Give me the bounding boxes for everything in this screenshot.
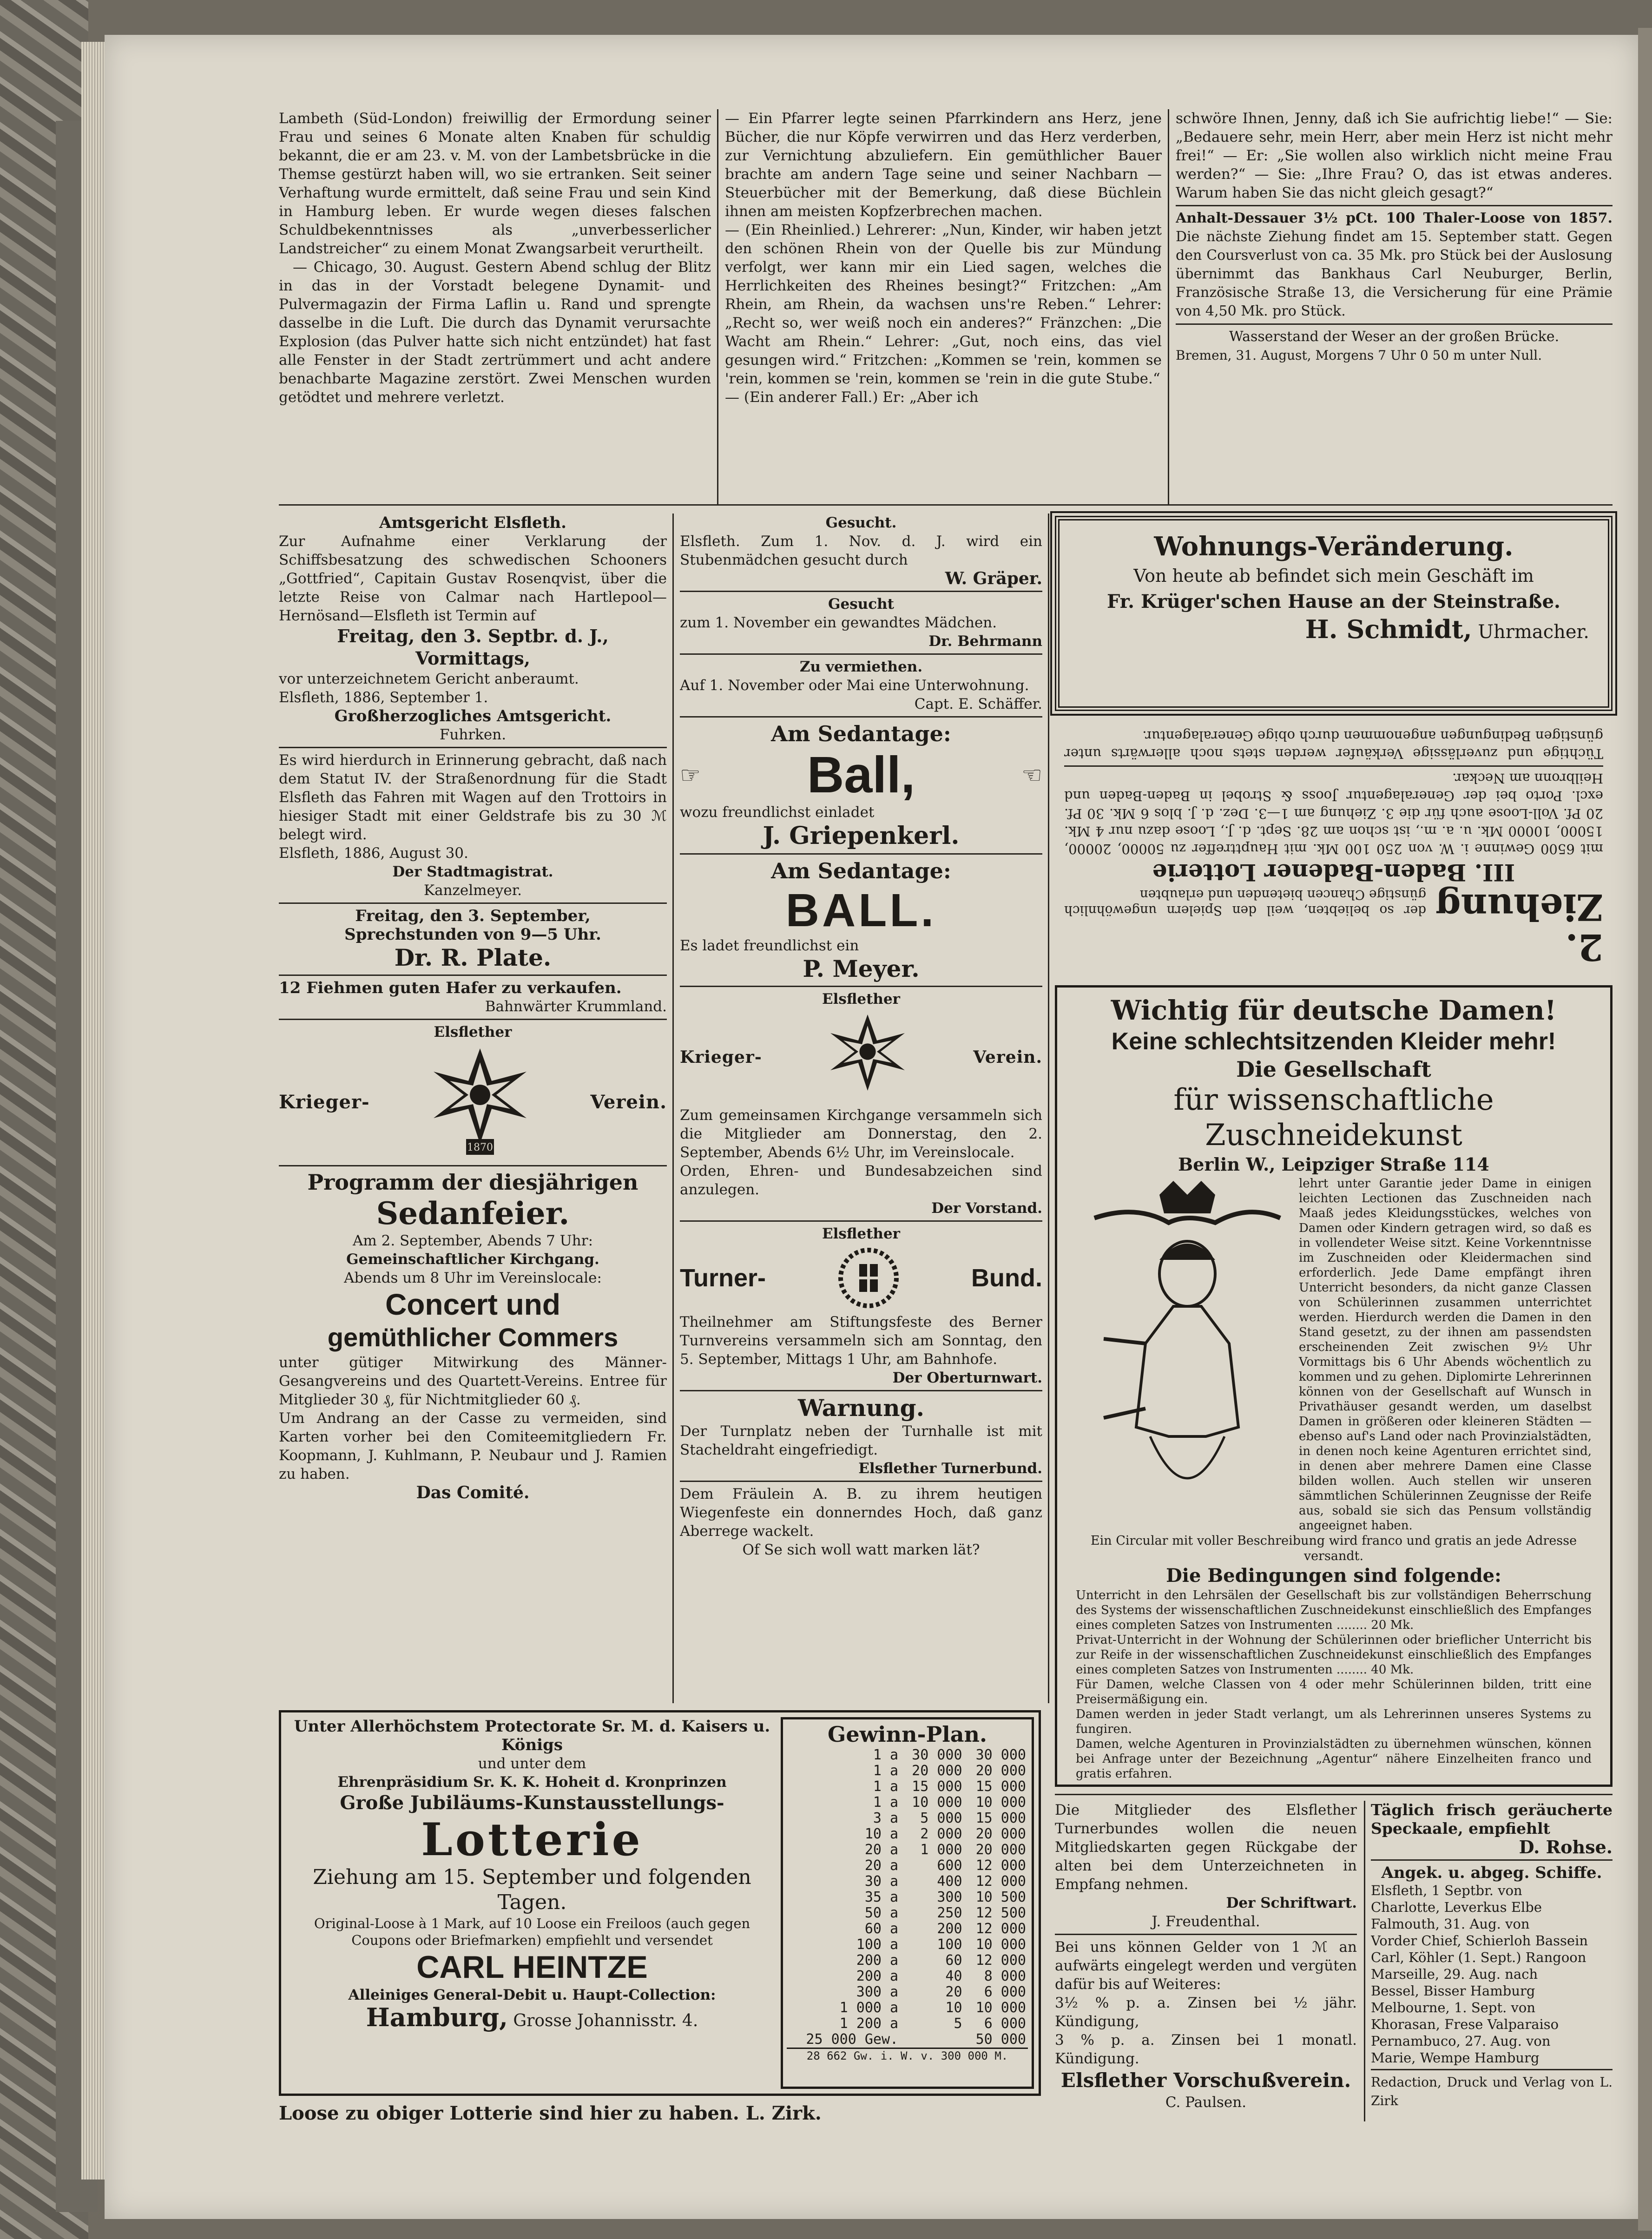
amtsgericht-after: vor unterzeichnetem Gericht anberaumt. — [279, 671, 579, 687]
baden-body2: Tüchtige und zuverlässige Verkäufer werden stets noch allerwärts unter günstigen Bedingungen angenommen durch obige Generalagentur. — [1064, 728, 1603, 762]
turner-left: Turner- — [680, 1264, 766, 1292]
gewinn-cell: 10 000 — [975, 2000, 1026, 2016]
gewinn-row — [787, 1969, 1028, 1984]
lotterie-l4: Große Jubiläums-Kunstausstellungs- — [340, 1792, 724, 1814]
bottom-col-a — [1055, 1801, 1357, 2126]
sedan-l1: Am 2. September, Abends 7 Uhr: — [352, 1232, 593, 1249]
stadt-place: Elsfleth, 1886, August 30. — [279, 845, 468, 862]
vorschuss-r1: 3½ % p. a. Zinsen bei ½ jähr. Kündigung, — [1055, 1995, 1357, 2030]
turner-top: Elsflether — [822, 1225, 901, 1242]
krieger2-left: Krieger- — [680, 1047, 762, 1067]
baden-title-row — [1064, 887, 1603, 967]
gewinn-cell: 1 a — [873, 1794, 899, 1811]
stadt-body: Es wird hierdurch in Erinnerung gebracht, daß nach dem Statut IV. der Straßenordnung für die Stadt Elsfleth das Fahren mit Wagen auf den Trottoirs in hiesiger Stadt mit einer Geldstrafe bis zu 30 ℳ belegt wird. — [279, 752, 667, 843]
divider — [1064, 765, 1603, 767]
lotterie-l1: Unter Allerhöchstem Protectorate Sr. M. d. Kaisers u. Königs — [294, 1717, 770, 1754]
schiffe-title: Angek. u. abgeg. Schiffe. — [1381, 1864, 1602, 1882]
gewinn-cell: 20 a — [864, 1857, 899, 1874]
lotterie-street: Grosse Johannisstr. 4. — [513, 2011, 698, 2030]
gewinn-cell — [900, 2032, 964, 2048]
gewinn-cell: 10 000 — [975, 1794, 1026, 1811]
warnung-sig: Elsflether Turnerbund. — [858, 1460, 1042, 1477]
gewinn-cell: 6 000 — [984, 2015, 1026, 2032]
gewinn-cell: 12 000 — [975, 1857, 1026, 1874]
lotterie-body: Original-Loose à 1 Mark, auf 10 Loose ein Freiloos (auch gegen Coupons oder Briefmarken) empfiehlt und versendet — [314, 1916, 750, 1948]
gewinn-cell: 50 a — [864, 1905, 899, 1921]
iron-cross-icon — [823, 1011, 912, 1104]
divider — [1176, 323, 1613, 325]
damen-c5: Damen, welche Agenturen in Provinzialstädten zu übernehmen wünschen, können bei Anfrage unter der Bezeichnung „Agentur“ nähere Einzelheiten franco und gratis erfahren. — [1076, 1737, 1592, 1781]
lady-illustration-icon — [1076, 1176, 1294, 1529]
wohnung-sig-line — [1078, 615, 1589, 646]
plate-name: Dr. R. Plate. — [394, 944, 552, 971]
amtsgericht-title: Amtsgericht Elsfleth. — [379, 514, 566, 532]
article-pfarrer-text: — Ein Pfarrer legte seinen Pfarrkindern ans Herz, jene Bücher, die nur Köpfe verwirren und das Herz verderben, zur Vernichtung abzuliefern. Ein gemüthlicher Bauer brachte am andern Tage seine und seiner Nachbarn — Steuerbücher mit der Bemerkung, daß diese Büchlein ihnen am meisten Kopfzerbrechen machen. — [725, 110, 1162, 220]
lotterie-gd: Alleiniges General-Debit u. Haupt-Collection: — [348, 1987, 716, 2003]
gewinn-row — [787, 1826, 1028, 1842]
vermiethen-title: Zu vermiethen. — [799, 659, 923, 675]
gewinn-cell: 20 000 — [975, 1842, 1026, 1858]
stadt-sig: Der Stadtmagistrat. — [392, 863, 553, 880]
gewinn-cell: 1 000 — [920, 1842, 962, 1858]
divider — [680, 653, 1042, 655]
krieger2-emblem-row — [680, 1008, 1042, 1106]
divider — [680, 1220, 1042, 1222]
vermiethen-body: Auf 1. November oder Mai eine Unterwohnung. — [680, 677, 1029, 694]
amtsgericht-sig2: Fuhrken. — [439, 726, 507, 743]
damen-main — [1076, 1176, 1592, 1533]
divider — [1055, 1934, 1357, 1935]
amtsgericht-date: Freitag, den 3. Septbr. d. J., Vormittags, — [337, 626, 609, 669]
section-rule — [279, 504, 1613, 506]
gewinn-cell: 5 000 — [920, 1810, 962, 1826]
article-lambeth — [279, 109, 711, 500]
divider — [680, 986, 1042, 987]
gewinn-cell: 200 a — [856, 1968, 899, 1984]
schiffe-line: Falmouth, 31. Aug. von — [1371, 1916, 1530, 1932]
gewinn-cell: 10 — [945, 2000, 962, 2016]
wohnung-body: Von heute ab befindet sich mein Geschäft im — [1133, 566, 1534, 586]
column-rule — [1364, 1801, 1365, 2121]
divider — [279, 975, 667, 976]
gewinn-row — [787, 1858, 1028, 1874]
gewinn-cell: 20 a — [864, 1842, 899, 1858]
gewinn-cell: 15 000 — [912, 1778, 962, 1795]
gewinn-cell: 20 000 — [975, 1826, 1026, 1842]
gewinn-row — [787, 2016, 1028, 2032]
lotterie-city: Hamburg, — [366, 2002, 508, 2032]
ball1-big: Ball, — [807, 746, 915, 803]
plate-line2: Sprechstunden von 9—5 Uhr. — [344, 925, 601, 944]
gewinn-cell: 5 — [954, 2015, 962, 2032]
book-right-edge — [1638, 28, 1652, 2231]
schiffe-line: Carl, Köhler (1. Sept.) Rangoon — [1371, 1949, 1586, 1965]
gewinn-cell: 2 000 — [920, 1826, 962, 1842]
damen-name: für wissenschaftliche Zuschneidekunst — [1173, 1083, 1494, 1152]
ball1-name: J. Griepenkerl. — [763, 822, 960, 850]
schiffe-line: Vorder Chief, Schierloh Bassein — [1371, 1933, 1588, 1949]
krieger1-year: 1870 — [467, 1142, 494, 1153]
sedan-title2: Sedanfeier. — [376, 1195, 570, 1231]
weser-body: Bremen, 31. August, Morgens 7 Uhr 0 50 m unter Null. — [1176, 348, 1542, 363]
lotterie-z: Ziehung am 15. September und folgenden Tagen. — [313, 1865, 751, 1914]
gesucht1-sig: W. Gräper. — [945, 569, 1042, 588]
gewinn-row — [787, 2000, 1028, 2016]
ball2-body: Es ladet freundlichst ein — [680, 937, 859, 954]
gewinn-row — [787, 1842, 1028, 1858]
gewinn-cell: 1 a — [873, 1747, 899, 1763]
gewinn-cell: 3 a — [873, 1810, 899, 1826]
gesucht2-title: Gesucht — [828, 596, 894, 612]
damen-c2: Privat-Unterricht in der Wohnung der Schülerinnen oder brieflicher Unterricht bis zur Reife in der wissenschaftlichen Zuschneidekunst einschließlich des Empfanges eines completen Satzes von Instrumenten ........ 40 Mk. — [1076, 1633, 1592, 1677]
gewinn-cell: 1 a — [873, 1778, 899, 1795]
lotterie-l3: Ehrenpräsidium Sr. K. K. Hoheit d. Kronprinzen — [337, 1774, 727, 1791]
gewinn-plan — [781, 1717, 1034, 2089]
turner-sig: Der Oberturnwart. — [892, 1370, 1042, 1386]
damen-body2: Ein Circular mit voller Beschreibung wird franco und gratis an jede Adresse versandt. — [1090, 1534, 1577, 1563]
gewinn-cell: 300 a — [856, 1984, 899, 2000]
gewinn-cell: 15 000 — [975, 1810, 1026, 1826]
turner-right: Bund. — [971, 1264, 1042, 1292]
schiffe-line: Charlotte, Leverkus Elbe — [1371, 1899, 1542, 1915]
lotterie-l2: und unter dem — [478, 1755, 586, 1772]
krieger1-right: Verein. — [590, 1091, 667, 1113]
gewinn-title: Gewinn-Plan. — [828, 1722, 987, 1747]
gewinn-cell: 6 000 — [984, 1984, 1026, 2000]
schiffe-line: Khorasan, Frese Valparaiso — [1371, 2016, 1559, 2032]
gewinn-row — [787, 1921, 1028, 1937]
divider — [279, 1165, 667, 1166]
gewinn-cell: 10 500 — [975, 1889, 1026, 1905]
weser-title: Wasserstand der Weser an der großen Brücke. — [1229, 329, 1560, 345]
vermiethen-sig: Capt. E. Schäffer. — [914, 696, 1042, 712]
amtsgericht-body: Zur Aufnahme einer Verklarung der Schiffsbesatzung des schwedischen Schooners „Gottfried“, Capitain Gustav Rosenqvist, über die letzte Reise von Calmar nach Hartlepool—Hernösand—Elsfleth ist Termin auf — [279, 533, 667, 624]
turner-wreath-icon — [836, 1245, 901, 1310]
plate-line1: Freitag, den 3. September, — [355, 907, 591, 925]
gewinn-cell: 100 — [937, 1936, 962, 1953]
anhalt-ad — [1176, 209, 1613, 321]
gewinn-row — [787, 1779, 1028, 1795]
gesucht2-body: zum 1. November ein gewandtes Mädchen. — [680, 614, 997, 631]
gewinn-row — [787, 1953, 1028, 1969]
gewinn-cell: 400 — [937, 1873, 962, 1890]
bottom-col-b — [1371, 1801, 1613, 2126]
divider — [680, 853, 1042, 855]
gewinn-cell: 20 000 — [975, 1763, 1026, 1779]
krieger2-body: Zum gemeinsamen Kirchgange versammeln sich die Mitglieder am Donnerstag, den 2. September, Abends 6½ Uhr, im Vereinslocale. — [680, 1107, 1042, 1161]
gewinn-cell: 20 — [945, 1984, 962, 2000]
warnung-title: Warnung. — [798, 1394, 924, 1422]
fraulein-body2: Of Se sich woll watt marken lät? — [742, 1541, 980, 1558]
gewinn-cell: 20 000 — [912, 1763, 962, 1779]
sedan-big1: Concert und — [385, 1288, 560, 1321]
column-3-top — [1176, 109, 1613, 504]
damen-body: lehrt unter Garantie jeder Dame in einigen leichten Lectionen das Zuschneiden nach Maaß jedes Kleidungsstückes, welches von Damen oder Kindern getragen wird, so daß es in vollendeter Weise sitzt. Keine Vorkenntnisse im Zuschneiden oder Kleidermachen sind erforderlich. Jede Dame empfängt ihren Unterricht besonders, da nicht ganze Classen von Schülerinnen zusammen unterrichtet werden. Hierdurch werden die Damen in den Stand gesetzt, zu der ihnen am passendsten erscheinenden Zeit zwischen 9½ Uhr Vormittags bis 6 Uhr Abends wöchentlich zu kommen und zu gehen. Diplomirte Lehrerinnen können von der Gesellschaft auf Wunsch in Privathäuser gesandt werden, um daselbst Damen in größeren oder kleineren Städten — ebenso auf's Land oder nach Provinzialstädten, in denen noch keine Agenturen errichtet sind, in denen aber mehrere Damen eine Classe bilden wollen. Auch stellen wir unseren sämmtlichen Schülerinnen Zeugnisse der Reife aus, sobald sie sich das Pensum vollständig angeeignet haben. — [1299, 1177, 1592, 1533]
damen-title: Wichtig für deutsche Damen! — [1111, 994, 1557, 1026]
amtsgericht-sig: Großherzogliches Amtsgericht. — [334, 707, 612, 725]
vorschuss-name: Elsflether Vorschußverein. — [1060, 2069, 1351, 2092]
rohse-body: Täglich frisch geräucherte Speckaale, empfiehlt — [1371, 1801, 1613, 1837]
schiffe-line: Elsfleth, 1 Septbr. von — [1371, 1883, 1522, 1898]
baden-lotterie-ad — [1055, 720, 1613, 971]
anhalt-title: Anhalt-Dessauer 3½ pCt. 100 Thaler-Loose von 1857. — [1176, 210, 1613, 226]
baden-title: 2. Ziehung — [1435, 886, 1603, 968]
gewinn-row — [787, 1763, 1028, 1779]
divider — [680, 716, 1042, 718]
gewinn-cell: 1 000 a — [839, 2000, 899, 2016]
gewinn-row — [787, 1874, 1028, 1890]
baden-name: III. Baden-Badener Lotterie — [1152, 859, 1515, 886]
gewinn-cell: 15 000 — [975, 1778, 1026, 1795]
gewinn-cell: 200 a — [856, 1952, 899, 1969]
sedan-l2: Gemeinschaftlicher Kirchgang. — [346, 1251, 599, 1268]
gewinn-cell: 300 — [937, 1889, 962, 1905]
sedan-title1: Programm der diesjährigen — [307, 1170, 638, 1195]
anhalt-body: Die nächste Ziehung findet am 15. September statt. Gegen den Coursverlust von ca. 35 Mk. pro Stück bei der Auslosung übernimmt das Bankhaus Carl Neuburger, Berlin, Französische Straße 13, die Versicherung für eine Prämie von 4,50 Mk. pro Stück. — [1176, 229, 1613, 319]
gewinn-cell: 10 a — [864, 1826, 899, 1842]
gewinn-row — [787, 1984, 1028, 2000]
gewinn-cell: 10 000 — [975, 1936, 1026, 1953]
wohnung-body2: Fr. Krüger'schen Hause an der Steinstraße. — [1107, 591, 1560, 612]
gewinn-cell: 1 a — [873, 1763, 899, 1779]
column-rule — [672, 514, 674, 1703]
gesucht1-body: Elsfleth. Zum 1. Nov. d. J. wird ein Stubenmädchen gesucht durch — [680, 533, 1042, 568]
sedan-body: unter gütiger Mitwirkung des Männer-Gesangvereins und des Quartett-Vereins. Entree für Mitglieder 30 ₰, für Nichtmitglieder 60 ₰. — [279, 1354, 667, 1408]
article-anderer-fall-text: — (Ein anderer Fall.) Er: „Aber ich — [725, 389, 979, 406]
schiffe-line: Pernambuco, 27. Aug. von — [1371, 2033, 1551, 2049]
wohnung-sig2: Uhrmacher. — [1478, 621, 1589, 643]
stadt-sig2: Kanzelmeyer. — [423, 882, 522, 899]
rohse-sig: D. Rohse. — [1519, 1837, 1613, 1857]
sedan-sig: Das Comité. — [416, 1483, 530, 1502]
gewinn-cell: 12 000 — [975, 1873, 1026, 1890]
gewinn-cell: 40 — [945, 1968, 962, 1984]
damen-c1: Unterricht in den Lehrsälen der Gesellschaft bis zur vollständigen Beherrschung des Systems der wissenschaftlichen Zuschneidekunst einschließlich des Empfanges eines completen Satzes von Instrumenten ........ 20 Mk. — [1076, 1588, 1592, 1632]
gewinn-cell: 12 500 — [975, 1905, 1026, 1921]
gewinn-cell: 100 a — [856, 1936, 899, 1953]
newspaper-page — [105, 35, 1638, 2219]
gewinn-cell: 200 — [937, 1921, 962, 1937]
gewinn-cell: 25 000 Gew. — [806, 2031, 899, 2048]
turnermit-sig2: J. Freudenthal. — [1152, 1913, 1260, 1930]
schiffe-line: Melbourne, 1. Sept. von — [1371, 2000, 1536, 2015]
gewinn-cell: 12 000 — [975, 1952, 1026, 1969]
article-lambeth-text: Lambeth (Süd-London) freiwillig der Ermordung seiner Frau und seines 6 Monate alten Knaben für schuldig bekannt, die er am 23. v. M. von der Lambetsbrücke in die Themse gestürzt haben will, wo sie ertranken. Seit seiner Verhaftung wurde ermittelt, daß seine Frau und sein Kind in Hamburg leben. Er wurde wegen dieses falschen Schuldbekenntnisses als „unverbesserlicher Landstreicher“ zu einem Monat Zwangsarbeit verurtheilt. — [279, 110, 711, 257]
gewinn-row — [787, 1795, 1028, 1811]
ball1-body: wozu freundlichst einladet — [680, 804, 875, 821]
sedan-l3: Abends um 8 Uhr im Vereinslocale: — [344, 1270, 602, 1286]
vorschuss-r2: 3 % p. a. Zinsen bei 1 monatl. Kündigung. — [1055, 2032, 1357, 2067]
ball1-head: Am Sedantage: — [771, 721, 951, 746]
wohnung-ad — [1055, 516, 1613, 711]
gewinn-row — [787, 1811, 1028, 1826]
gewinn-row — [787, 1747, 1028, 1763]
turner-body: Theilnehmer am Stiftungsfeste des Berner Turnvereins versammeln sich am Sonntag, den 5. September, Mittags 1 Uhr, am Bahnhofe. — [680, 1314, 1042, 1368]
fraulein-body: Dem Fräulein A. B. zu ihrem heutigen Wiegenfeste ein donnerndes Hoch, daß ganz Aberrege wackelt. — [680, 1486, 1042, 1540]
section-rule — [1055, 1794, 1613, 1795]
lotterie-main — [290, 1717, 774, 2089]
lotterie-city-line — [290, 2004, 774, 2034]
gewinn-row — [787, 1905, 1028, 1921]
loose-line: Loose zu obiger Lotterie sind hier zu haben. L. Zirk. — [279, 2102, 822, 2124]
krieger2-body2: Orden, Ehren- und Bundesabzeichen sind anzulegen. — [680, 1163, 1042, 1198]
turnermit-sig: Der Schriftwart. — [1226, 1895, 1357, 1911]
column-rule — [1168, 109, 1169, 504]
gewinn-row — [787, 2032, 1028, 2048]
krieger1-emblem-row — [279, 1041, 667, 1162]
divider — [680, 591, 1042, 592]
divider — [1176, 205, 1613, 206]
gewinn-cell: 50 000 — [975, 2031, 1026, 2048]
gewinn-cell: 60 — [945, 1952, 962, 1969]
gewinn-cell: 12 000 — [975, 1921, 1026, 1937]
vorschuss-sig: C. Paulsen. — [1165, 2094, 1247, 2111]
divider — [680, 1390, 1042, 1391]
column-rule — [1048, 514, 1049, 1703]
gesucht1-title: Gesucht. — [825, 514, 897, 531]
divider — [279, 902, 667, 904]
baden-body: mit 6500 Gewinne i. W. von 250 100 Mk. mit Haupttreffer zu 50000, 20000, 15000, 10000 Mk. u. a. m., ist schon am 28. Sept. d. J., Loose dazu nur 4 Mk. 20 Pf. Voll-Loose auch für die 3. Ziehung am 1—3. Dez. d. J. blos 6 Mk. 30 Pf. excl. Porto bei der Generalagentur Jooss & Strobel in Baden-Baden und Heilbronn am Neckar. — [1064, 770, 1603, 857]
iron-cross-icon — [427, 1044, 533, 1160]
gesucht2-sig: Dr. Behrmann — [928, 633, 1042, 650]
damen-c4: Damen werden in jeder Stadt verlangt, um als Lehrerinnen unseres Systems zu fungiren. — [1076, 1707, 1592, 1736]
vorschuss-body: Bei uns können Gelder von 1 ℳ an aufwärts eingelegt werden und vergüten dafür bis auf Weiteres: — [1055, 1939, 1357, 1993]
gewinn-cell: 60 a — [864, 1921, 899, 1937]
divider — [1371, 2069, 1613, 2070]
gewinn-cell: 600 — [937, 1857, 962, 1874]
pointing-hand-right-icon: ☞ — [680, 762, 701, 789]
schiffe-line: Bessel, Bisser Hamburg — [1371, 1983, 1535, 1999]
divider — [279, 1019, 667, 1020]
gewinn-cell: 30 000 — [975, 1747, 1026, 1763]
ads-column-2 — [680, 514, 1042, 1703]
krieger2-sig: Der Vorstand. — [931, 1200, 1042, 1217]
lotterie-big: Lotterie — [421, 1813, 643, 1866]
amtsgericht-place: Elsfleth, 1886, September 1. — [279, 689, 488, 706]
sedan-big2: gemüthlicher Commers — [327, 1323, 619, 1352]
turner-emblem-row — [680, 1243, 1042, 1313]
ball2-big: BALL. — [785, 884, 937, 936]
article-jenny-text: schwöre Ihnen, Jenny, daß ich Sie aufrichtig liebe!“ — Sie: „Bedauere sehr, mein Herr, aber mein Herz ist nicht mehr frei!“ — Er: „Sie wollen also wirklich nicht meine Frau werden?“ — Sie: „Ihre Frau? O, das ist etwas anderes. Warum haben Sie das nicht gleich gesagt?“ — [1176, 110, 1613, 201]
damen-ad — [1055, 985, 1613, 1787]
damen-c3: Für Damen, welche Classen von 4 oder mehr Schülerinnen bilden, tritt eine Preisermäßigung ein. — [1076, 1678, 1592, 1706]
divider — [279, 747, 667, 748]
ads-column-1 — [279, 514, 667, 1708]
gewinn-cell: 10 000 — [912, 1794, 962, 1811]
krieger2-right: Verein. — [973, 1047, 1042, 1067]
schiffe-line: Marseille, 29. Aug. nach — [1371, 1966, 1538, 1982]
gewinn-row — [787, 1890, 1028, 1905]
gewinn-total: 28 662 Gw. i. W. v. 300 000 M. — [787, 2048, 1028, 2063]
kunst-lotterie-ad — [279, 1710, 1041, 2096]
damen-cond: Die Bedingungen sind folgende: — [1166, 1565, 1501, 1587]
gewinn-cell: 30 000 — [912, 1747, 962, 1763]
gewinn-cell: 30 a — [864, 1873, 899, 1890]
krieger2-top: Elsflether — [822, 991, 901, 1008]
hafer-sig: Bahnwärter Krummland. — [485, 998, 667, 1015]
wohnung-sig: H. Schmidt, — [1305, 614, 1472, 644]
gewinn-cell: 8 000 — [984, 1968, 1026, 1984]
warnung-body: Der Turnplatz neben der Turnhalle ist mit Stacheldraht eingefriedigt. — [680, 1423, 1042, 1458]
gewinn-cell: 250 — [937, 1905, 962, 1921]
gewinn-row — [787, 1937, 1028, 1953]
pointing-hand-left-icon: ☜ — [1021, 762, 1042, 789]
divider — [1371, 1859, 1613, 1861]
gewinn-table — [787, 1747, 1028, 2048]
column-rule — [717, 109, 718, 504]
article-rheinlied-text: — (Ein Rheinlied.) Lehrerer: „Nun, Kinder, wir haben jetzt den schönen Rhein von der Quelle bis zur Mündung verfolgt, wer kann mir ein Lied sagen, welches die Herrlichkeiten des Rheines besingt?“ Fritzchen: „Am Rhein, am Rhein, da wachsen uns're Reben.“ Lehrer: „Recht so, wer weiß noch ein anderes?“ Fränzchen: „Die Wacht am Rhein.“ Lehrer: „Gut, noch eins, das viel gesungen wird.“ Fritzchen: „Kommen se 'rein, kommen se 'rein, kommen se 'rein, kommen se 'rein in die gute Stube.“ — [725, 222, 1162, 387]
krieger1-top: Elsflether — [434, 1024, 512, 1040]
ball2-name: P. Meyer. — [803, 955, 920, 982]
baden-title-r: der so beliebten, weil den Spielern ungewöhnlich günstige Chancen bietenden und erlaubten — [1064, 887, 1427, 918]
schiffe-line: Marie, Wempe Hamburg — [1371, 2050, 1540, 2066]
ball2-head: Am Sedantage: — [771, 858, 951, 883]
ball1-row — [680, 747, 1042, 803]
turnermit-body: Die Mitglieder des Elsflether Turnerbundes wollen die neuen Mitgliedskarten gegen Rückgabe der alten bei dem Unterzeichneten in Empfang nehmen. — [1055, 1802, 1357, 1893]
lotterie-name: CARL HEINTZE — [416, 1949, 648, 1985]
gewinn-cell: 35 a — [864, 1889, 899, 1905]
schiffe-list — [1371, 1882, 1613, 2066]
damen-sub: Keine schlechtsitzenden Kleider mehr! — [1111, 1028, 1556, 1055]
article-pfarrer — [725, 109, 1162, 504]
article-chicago-text: — Chicago, 30. August. Gestern Abend schlug der Blitz in das in der Vorstadt belegene Dynamit- und Pulvermagazin der Firma Laflin u. Rand und sprengte dasselbe in die Luft. Die durch das Dynamit verursachte Explosion (das Pulver hatte sich nicht entzündet) hat fast alle Fenster in der Stadt zertrümmert und acht andere benachbarte Magazine zerstört. Zwei Menschen wurden getödtet und mehrere verletzt. — [279, 259, 711, 406]
divider — [680, 1481, 1042, 1482]
hafer-body: 12 Fiehmen guten Hafer zu verkaufen. — [279, 979, 622, 997]
redaktion: Redaction, Druck und Verlag von L. Zirk — [1371, 2074, 1613, 2108]
wohnung-title: Wohnungs-Veränderung. — [1154, 531, 1514, 562]
gewinn-cell: 1 200 a — [839, 2015, 899, 2032]
damen-die: Die Gesellschaft — [1236, 1057, 1431, 1082]
damen-addr: Berlin W., Leipziger Straße 114 — [1178, 1154, 1489, 1175]
sedan-body2: Um Andrang an der Casse zu vermeiden, sind Karten vorher bei den Comiteemitgliedern Fr. Koopmann, J. Kuhlmann, P. Neubaur und J. Ramien zu haben. — [279, 1410, 667, 1482]
krieger1-left: Krieger- — [279, 1091, 370, 1113]
